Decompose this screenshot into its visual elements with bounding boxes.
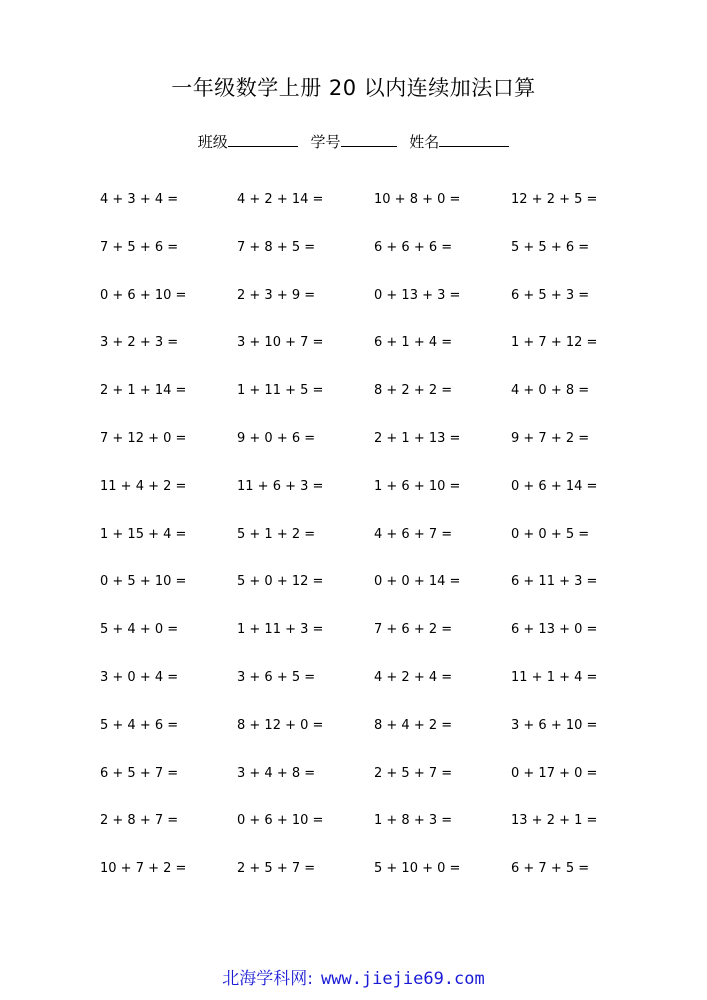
problem-item: 5 + 0 + 12 = [237, 574, 324, 590]
footer-url[interactable]: www.jiejie69.com [320, 969, 485, 989]
problem-item: 9 + 7 + 2 = [511, 430, 590, 446]
problem-item: 0 + 0 + 14 = [374, 574, 461, 590]
problem-item: 5 + 5 + 6 = [511, 239, 590, 255]
problem-item: 6 + 6 + 6 = [374, 239, 453, 255]
problem-item: 10 + 7 + 2 = [100, 861, 187, 877]
problem-item: 6 + 5 + 7 = [100, 765, 179, 781]
problem-item: 6 + 11 + 3 = [511, 574, 598, 590]
problem-item: 6 + 1 + 4 = [374, 335, 453, 351]
problem-item: 7 + 6 + 2 = [374, 622, 453, 638]
name-field [409, 131, 509, 152]
problem-item: 10 + 8 + 0 = [374, 192, 461, 207]
problem-item: 7 + 8 + 5 = [237, 239, 316, 255]
class-label: 班级 [197, 133, 228, 151]
class-blank[interactable] [228, 132, 298, 147]
problem-item: 6 + 7 + 5 = [511, 861, 590, 877]
student-number-label: 学号 [310, 133, 341, 151]
problem-item: 4 + 6 + 7 = [374, 526, 453, 542]
problem-item: 1 + 7 + 12 = [511, 335, 598, 351]
worksheet-title: 一年级数学上册 20 以内连续加法口算 [171, 76, 536, 100]
problem-item: 8 + 12 + 0 = [237, 717, 324, 733]
problem-item: 2 + 3 + 9 = [237, 287, 316, 303]
class-field [198, 131, 298, 152]
problem-item: 2 + 1 + 13 = [374, 430, 461, 446]
student-number-field [310, 131, 396, 152]
problem-item: 0 + 17 + 0 = [511, 765, 598, 781]
problem-item: 0 + 6 + 10 = [237, 813, 324, 829]
problem-item: 2 + 8 + 7 = [100, 813, 179, 829]
footer [0, 964, 707, 989]
problem-item: 3 + 2 + 3 = [100, 335, 179, 351]
problem-item: 4 + 2 + 4 = [374, 669, 453, 685]
name-blank[interactable] [439, 132, 509, 147]
problem-item: 1 + 8 + 3 = [374, 813, 453, 829]
problem-item: 0 + 13 + 3 = [374, 287, 461, 303]
problem-item: 4 + 3 + 4 = [100, 192, 179, 207]
problem-item: 2 + 5 + 7 = [237, 861, 316, 877]
problem-item: 1 + 15 + 4 = [100, 526, 187, 542]
student-number-blank[interactable] [341, 132, 397, 147]
problem-item: 2 + 1 + 14 = [100, 383, 187, 399]
problem-item: 8 + 2 + 2 = [374, 383, 453, 399]
problem-item: 5 + 4 + 6 = [100, 717, 179, 733]
problem-item: 7 + 12 + 0 = [100, 430, 187, 446]
problem-item: 5 + 10 + 0 = [374, 861, 461, 877]
student-info-line [0, 131, 707, 152]
problem-item: 3 + 4 + 8 = [237, 765, 316, 781]
footer-site-name: 北海学科网: [222, 969, 313, 989]
problem-item: 4 + 0 + 8 = [511, 383, 590, 399]
problem-item: 12 + 2 + 5 = [511, 192, 598, 207]
problem-item: 8 + 4 + 2 = [374, 717, 453, 733]
problem-item: 11 + 6 + 3 = [237, 478, 324, 494]
problem-item: 6 + 5 + 3 = [511, 287, 590, 303]
problem-grid [100, 190, 660, 907]
problem-item: 0 + 6 + 14 = [511, 478, 598, 494]
problem-item: 0 + 6 + 10 = [100, 287, 187, 303]
problem-item: 11 + 4 + 2 = [100, 478, 187, 494]
problem-item: 0 + 0 + 5 = [511, 526, 590, 542]
problem-item: 3 + 6 + 5 = [237, 669, 316, 685]
problem-item: 0 + 5 + 10 = [100, 574, 187, 590]
problem-item: 3 + 10 + 7 = [237, 335, 324, 351]
problem-item: 11 + 1 + 4 = [511, 669, 598, 685]
problem-item: 4 + 2 + 14 = [237, 192, 324, 207]
problem-item: 3 + 6 + 10 = [511, 717, 598, 733]
problem-item: 6 + 13 + 0 = [511, 622, 598, 638]
problem-item: 1 + 11 + 3 = [237, 622, 324, 638]
problem-item: 5 + 1 + 2 = [237, 526, 316, 542]
problem-item: 5 + 4 + 0 = [100, 622, 179, 638]
problem-item: 1 + 11 + 5 = [237, 383, 324, 399]
name-label: 姓名 [409, 133, 440, 151]
problem-item: 2 + 5 + 7 = [374, 765, 453, 781]
problem-item: 3 + 0 + 4 = [100, 669, 179, 685]
problem-item: 7 + 5 + 6 = [100, 239, 179, 255]
problem-item: 1 + 6 + 10 = [374, 478, 461, 494]
problem-item: 9 + 0 + 6 = [237, 430, 316, 446]
problem-item: 13 + 2 + 1 = [511, 813, 598, 829]
